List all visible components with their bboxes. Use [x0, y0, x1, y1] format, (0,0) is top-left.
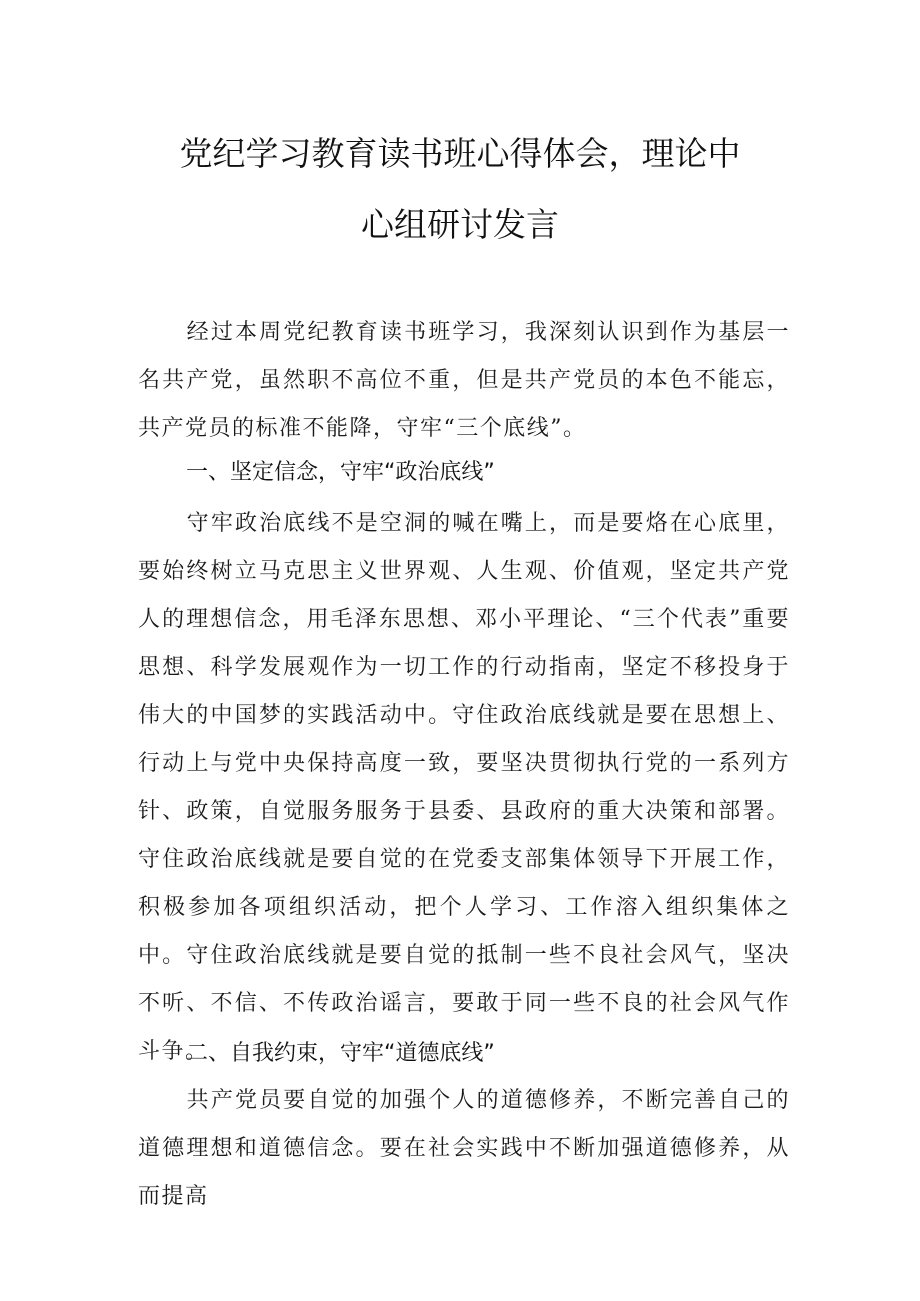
section-1-paragraph-text: 守牢政治底线不是空洞的喊在嘴上，而是要烙在心底里，要始终树立马克思主义世界观、人生观、价值观，坚定共产党人的理想信念，用毛泽东思想、邓小平理论、“三个代表”重要思想、科学发展观作为一切工作的行动指南，坚定不移投身于伟大的中国梦的实践活动中。守住政治底线就是要在思想上、行动上与党中央保持高度一致，要坚决贯彻执行党的一系列方针、政策，自觉服务服务于县委、县政府的重大决策和部署。守住政治底线就是要自觉的在党委支部集体领导下开展工作，积极参加各项组织活动，把个人学习、工作溶入组织集体之中。守住政治底线就是要自觉的抵制一些不良社会风气，坚决不听、不信、不传政治谣言，要敢于同一些不良的社会风气作斗争。: [138, 511, 790, 1064]
section-2-paragraph-text: 共产党员要自觉的加强个人的道德修养，不断完善自己的道德理想和道德信念。要在社会实践中不断加强道德修养，从而提高: [138, 1088, 790, 1209]
section-1-paragraph: [138, 500, 790, 1076]
intro-paragraph: [138, 309, 790, 453]
intro-paragraph-text: 经过本周党纪教育读书班学习，我深刻认识到作为基层一名共产党，虽然职不高位不重，但是共产党员的本色不能忘，共产党员的标准不能降，守牢“三个底线”。: [138, 320, 790, 441]
document-title-line-1: 党纪学习教育读书班心得体会，理论中: [179, 134, 741, 173]
section-1-heading: 一、坚定信念，守牢“政治底线”: [186, 460, 495, 485]
section-2-heading: 二、自我约束，守牢“道德底线”: [186, 1041, 495, 1066]
section-2-paragraph: [138, 1077, 790, 1221]
document-title-line-2: 心组研讨发言: [361, 205, 559, 244]
